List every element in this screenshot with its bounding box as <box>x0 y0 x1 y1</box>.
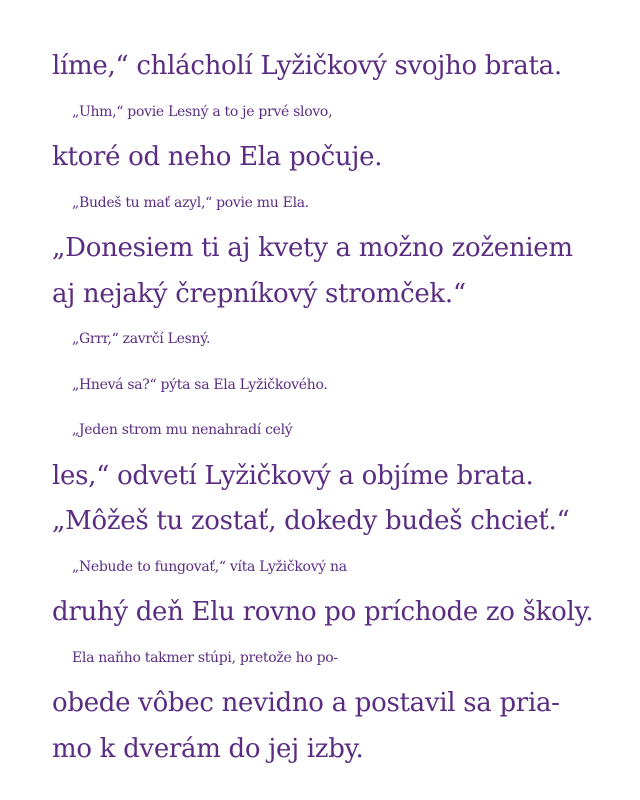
story-text <box>52 44 612 772</box>
text-line-3: ktoré od neho Ela počuje. <box>52 142 383 172</box>
text-line-7: „Grrr,“ zavrčí Lesný. <box>72 331 211 347</box>
text-line-14: Ela naňho takmer stúpi, pretože ho po- <box>72 649 338 666</box>
text-line-4: „Budeš tu mať azyl,“ povie mu Ela. <box>72 194 309 211</box>
text-line-8: „Hnevá sa?“ pýta sa Ela Lyžičkového. <box>72 376 328 393</box>
text-line-15: obede vôbec nevidno a postavil sa pria- <box>52 688 560 718</box>
text-line-5: „Donesiem ti aj kvety a možno zoženiem <box>52 233 573 263</box>
text-line-11: „Môžeš tu zostať, dokedy budeš chcieť.“ <box>52 506 570 536</box>
text-line-13: druhý deň Elu rovno po príchode zo školy. <box>52 597 594 627</box>
text-line-6: aj nejaký črepníkový stromček.“ <box>52 278 466 309</box>
text-line-1: líme,“ chlácholí Lyžičkový svojho brata. <box>52 51 562 81</box>
text-line-10: les,“ odvetí Lyžičkový a objíme brata. <box>52 460 534 491</box>
text-line-16: mo k dverám do jej izby. <box>52 733 364 764</box>
text-line-2: „Uhm,“ povie Lesný a to je prvé slovo, <box>72 103 333 120</box>
text-line-9: „Jeden strom mu nenahradí celý <box>72 422 293 438</box>
text-line-12: „Nebude to fungovať,“ víta Lyžičkový na <box>72 558 347 575</box>
